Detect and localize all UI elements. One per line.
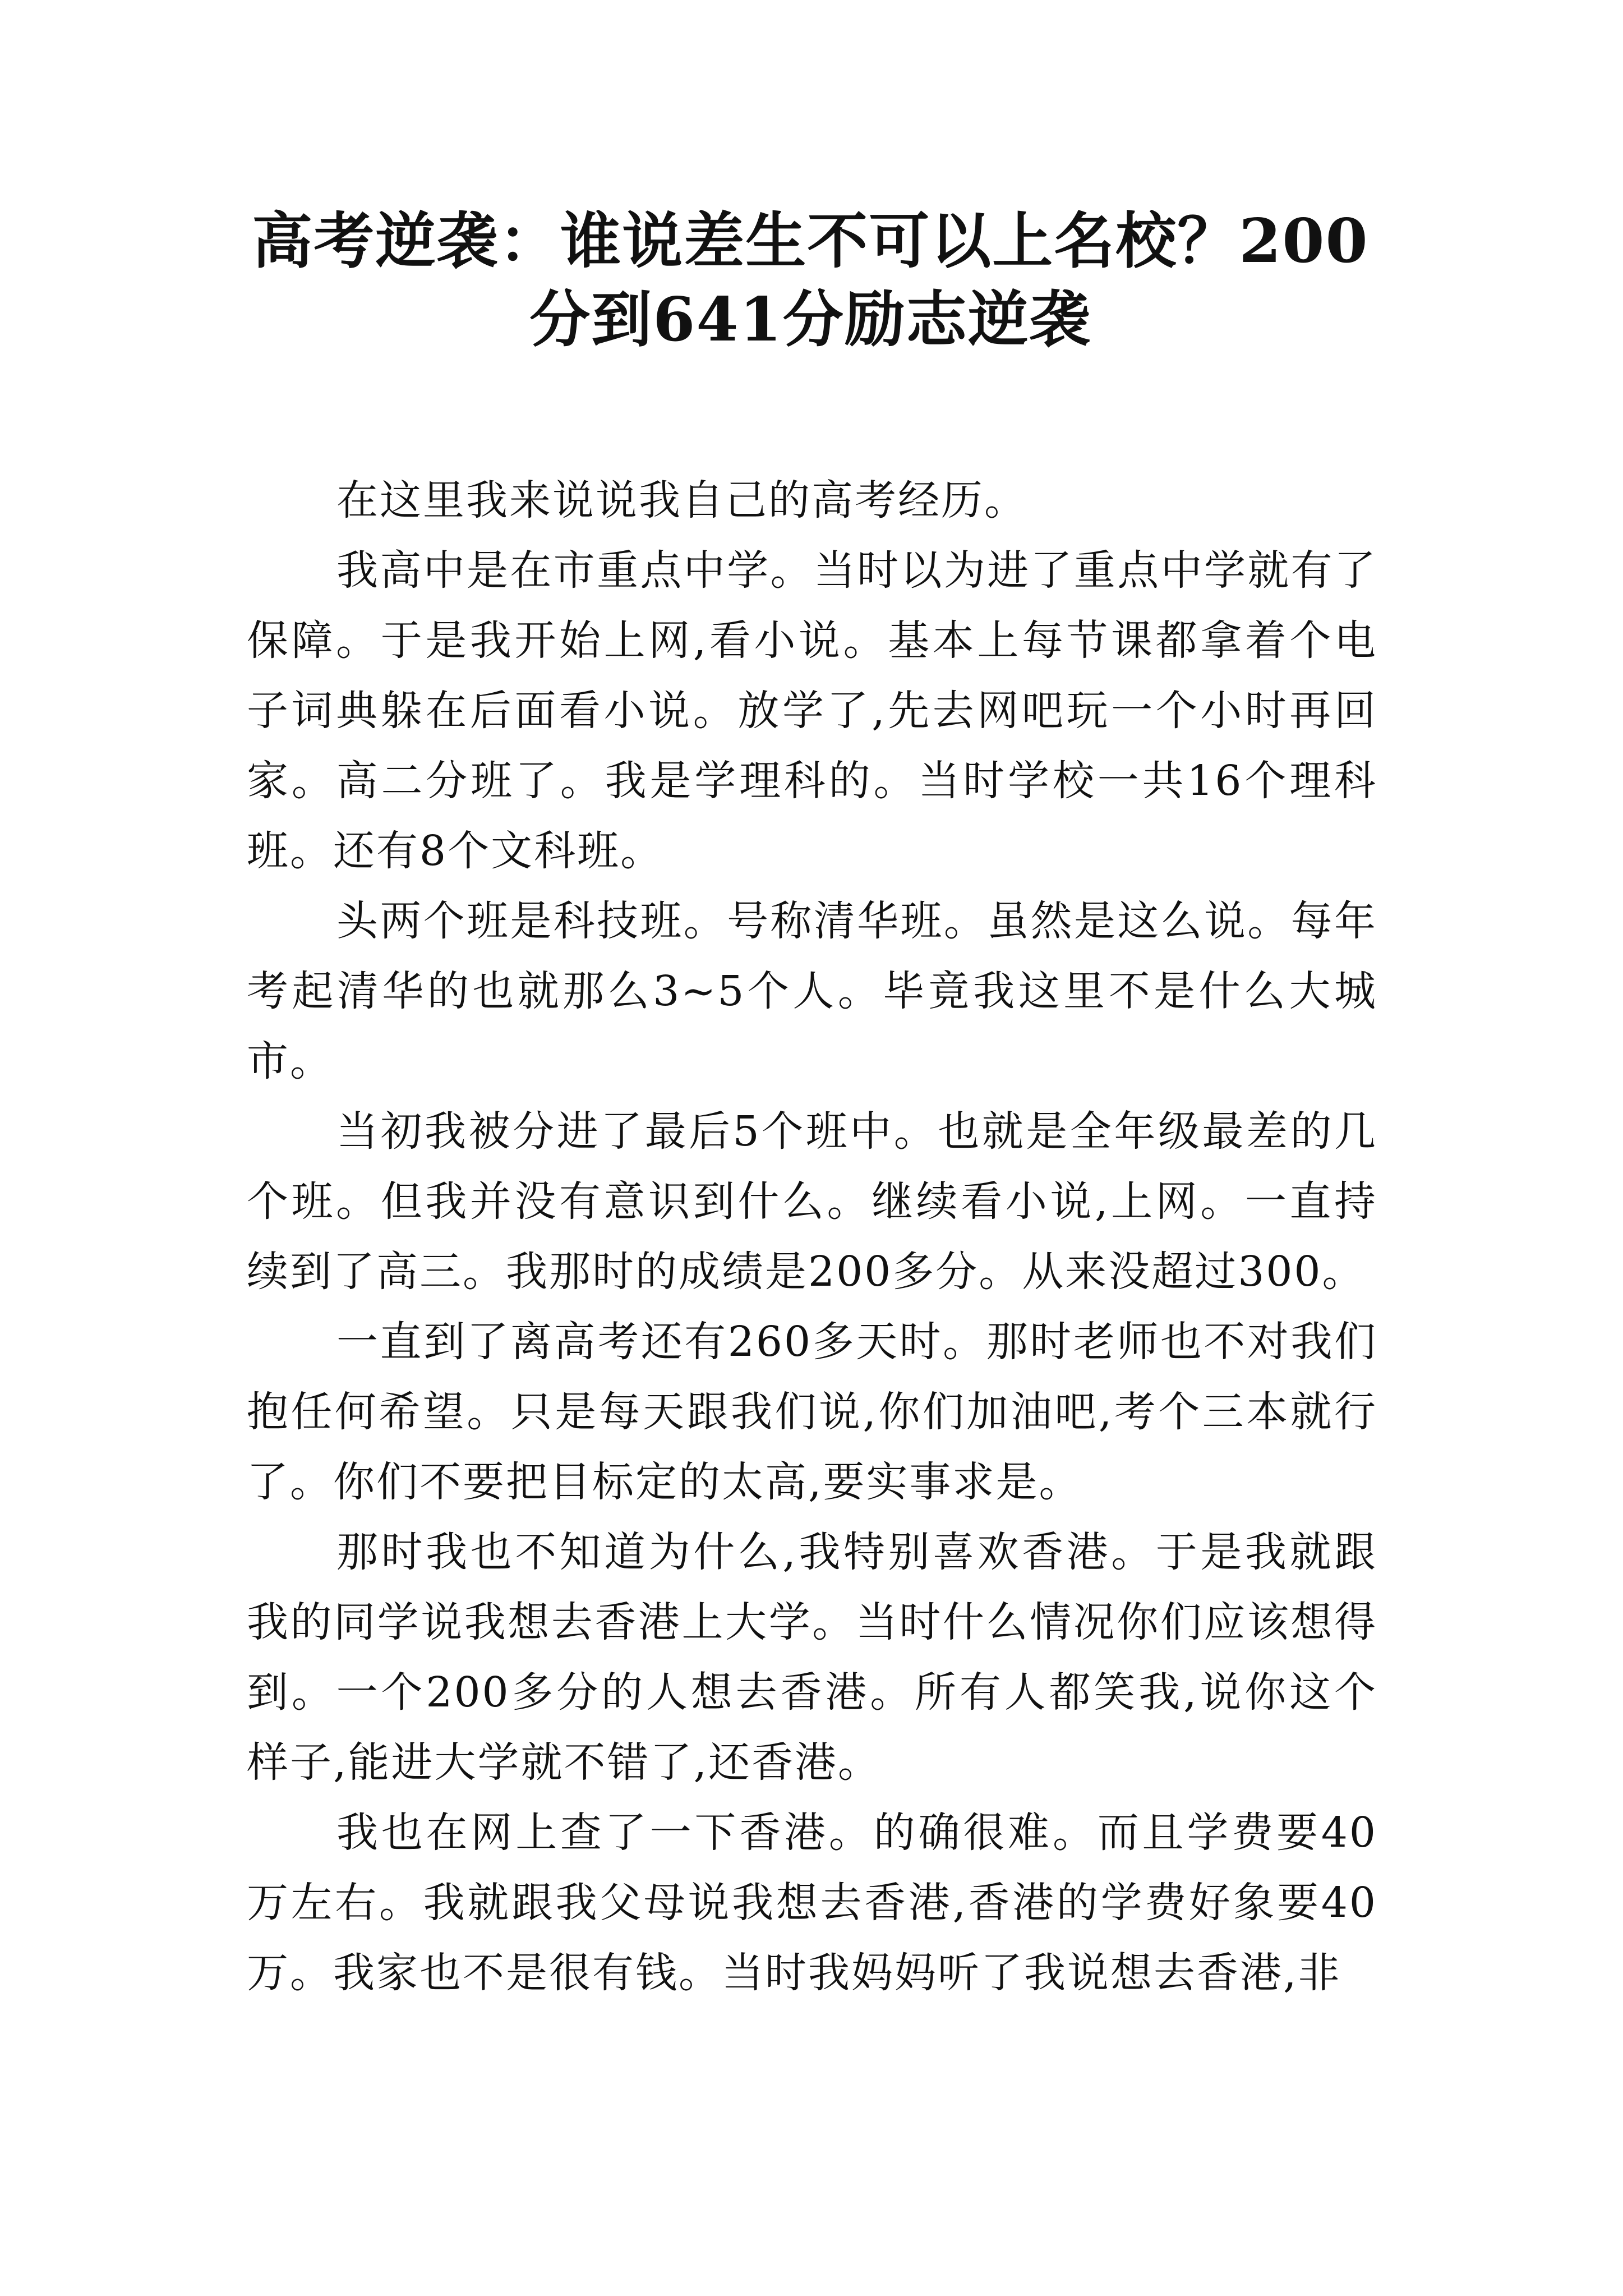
paragraph-7: 我也在网上查了一下香港。的确很难。而且学费要40万左右。我就跟我父母说我想去香港,香港的学费好象要40万。我家也不是很有钱。当时我妈妈听了我说想去香港,非 xyxy=(247,1809,1377,1997)
paragraph-3: 头两个班是科技班。号称清华班。虽然是这么说。每年考起清华的也就那么3~5个人。毕竟我这里不是什么大城市。 xyxy=(247,897,1377,1085)
document-body xyxy=(247,466,1377,2008)
paragraph-4: 当初我被分进了最后5个班中。也就是全年级最差的几个班。但我并没有意识到什么。继续看小说,上网。一直持续到了高三。我那时的成绩是200多分。从来没超过300。 xyxy=(247,1107,1377,1296)
paragraph-1: 在这里我来说说我自己的高考经历。 xyxy=(336,476,1027,524)
paragraph-6: 那时我也不知道为什么,我特别喜欢香港。于是我就跟我的同学说我想去香港上大学。当时什么情况你们应该想得到。一个200多分的人想去香港。所有人都笑我,说你这个样子,能进大学就不错了,还香港。 xyxy=(247,1528,1377,1787)
paragraph-5: 一直到了离高考还有260多天时。那时老师也不对我们抱任何希望。只是每天跟我们说,你们加油吧,考个三本就行了。你们不要把目标定的太高,要实事求是。 xyxy=(247,1318,1377,1506)
paragraph-2: 我高中是在市重点中学。当时以为进了重点中学就有了保障。于是我开始上网,看小说。基本上每节课都拿着个电子词典躲在后面看小说。放学了,先去网吧玩一个小时再回家。高二分班了。我是学理科的。当时学校一共16个理科班。还有8个文科班。 xyxy=(247,546,1377,875)
document-title: 高考逆袭：谁说差生不可以上名校？200分到641分励志逆袭 xyxy=(252,206,1369,355)
